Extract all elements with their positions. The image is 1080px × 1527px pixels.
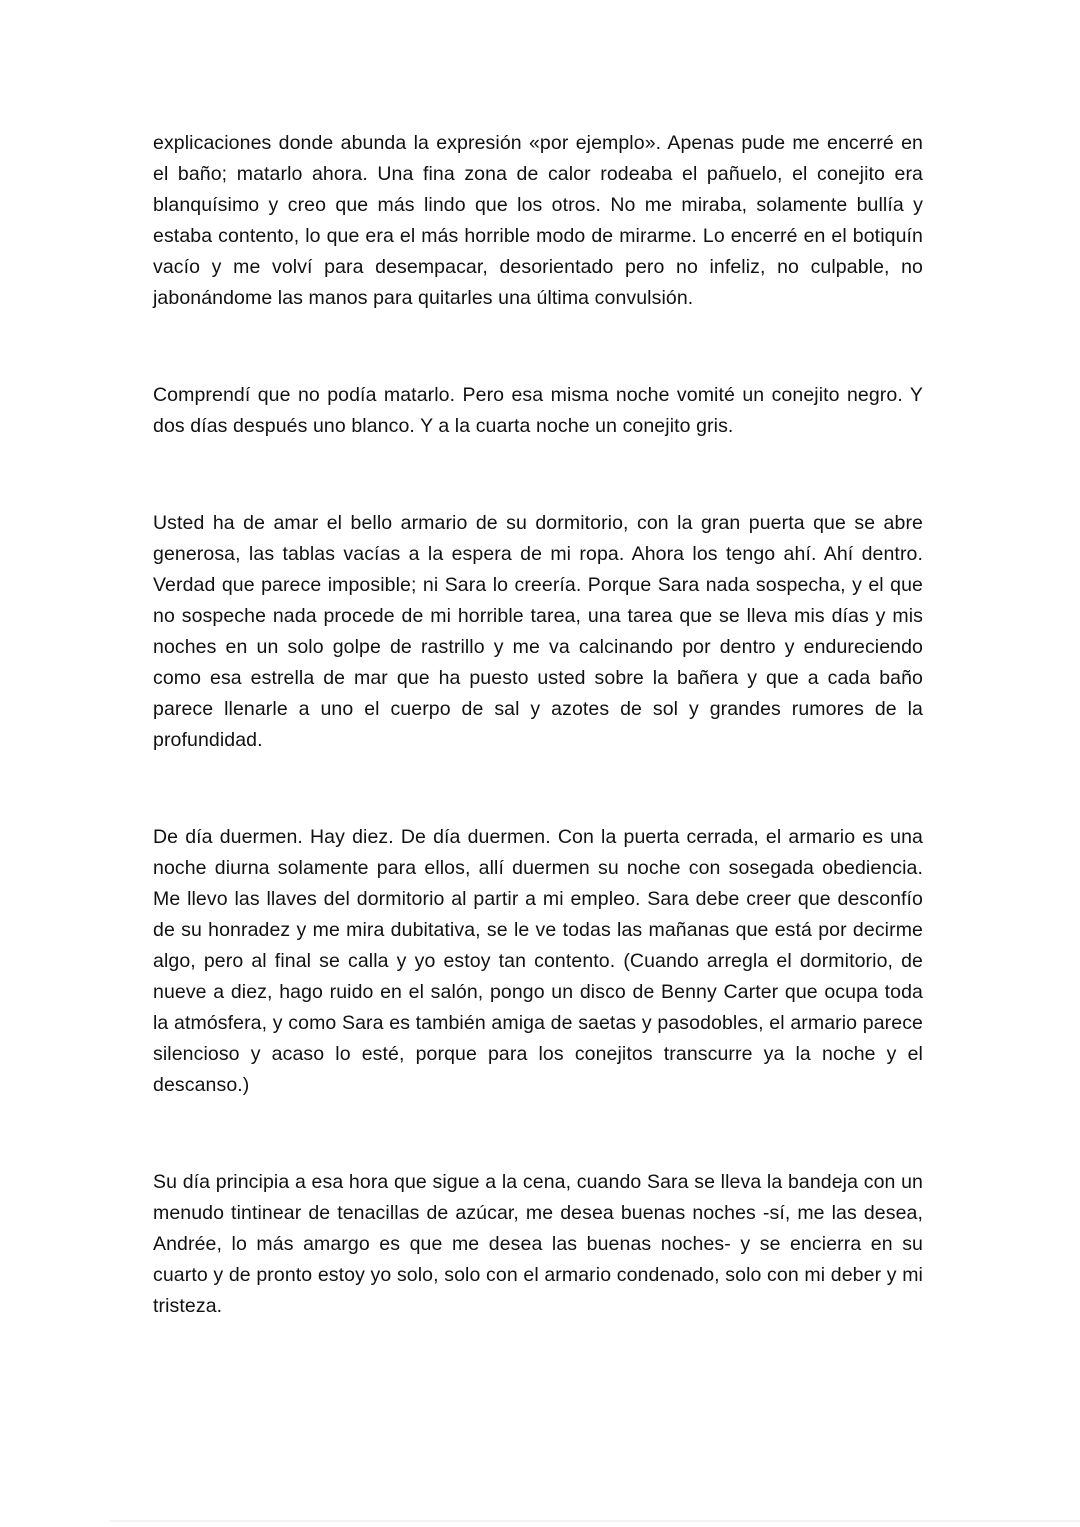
page-bottom-divider: [110, 1520, 1080, 1522]
paragraph: Su día principia a esa hora que sigue a la cena, cuando Sara se lleva la bandeja con un menudo tintinear de tenacillas de azúcar, me desea buenas noches -sí, me las desea, Andrée, lo más amargo es que me desea las buenas noches- y se encierra en su cuarto y de pronto estoy yo solo, solo con el armario condenado, solo con mi deber y mi tristeza.: [153, 1171, 923, 1317]
paragraph: explicaciones donde abunda la expresión «por ejemplo». Apenas pude me encerré en el baño; matarlo ahora. Una fina zona de calor rodeaba el pañuelo, el conejito era blanquísimo y creo que más lindo que los otros. No me miraba, solamente bullía y estaba contento, lo que era el más horrible modo de mirarme. Lo encerré en el botiquín vacío y me volví para desempacar, desorientado pero no infeliz, no culpable, no jabonándome las manos para quitarles una última convulsión.: [153, 132, 923, 309]
paragraph: De día duermen. Hay diez. De día duermen. Con la puerta cerrada, el armario es una noche diurna solamente para ellos, allí duermen su noche con sosegada obediencia. Me llevo las llaves del dormitorio al partir a mi empleo. Sara debe creer que desconfío de su honradez y me mira dubitativa, se le ve todas las mañanas que está por decirme algo, pero al final se calla y yo estoy tan contento. (Cuando arregla el dormitorio, de nueve a diez, hago ruido en el salón, pongo un disco de Benny Carter que ocupa toda la atmósfera, y como Sara es también amiga de saetas y pasodobles, el armario parece silencioso y acaso lo esté, porque para los conejitos transcurre ya la noche y el descanso.): [153, 826, 923, 1096]
paragraph: Usted ha de amar el bello armario de su dormitorio, con la gran puerta que se abre generosa, las tablas vacías a la espera de mi ropa. Ahora los tengo ahí. Ahí dentro. Verdad que parece imposible; ni Sara lo creería. Porque Sara nada sospecha, y el que no sospeche nada procede de mi horrible tarea, una tarea que se lleva mis días y mis noches en un solo golpe de rastrillo y me va calcinando por dentro y endureciendo como esa estrella de mar que ha puesto usted sobre la bañera y que a cada baño parece llenarle a uno el cuerpo de sal y azotes de sol y grandes rumores de la profundidad.: [153, 512, 923, 751]
paragraph: Comprendí que no podía matarlo. Pero esa misma noche vomité un conejito negro. Y dos días después uno blanco. Y a la cuarta noche un conejito gris.: [153, 384, 923, 437]
